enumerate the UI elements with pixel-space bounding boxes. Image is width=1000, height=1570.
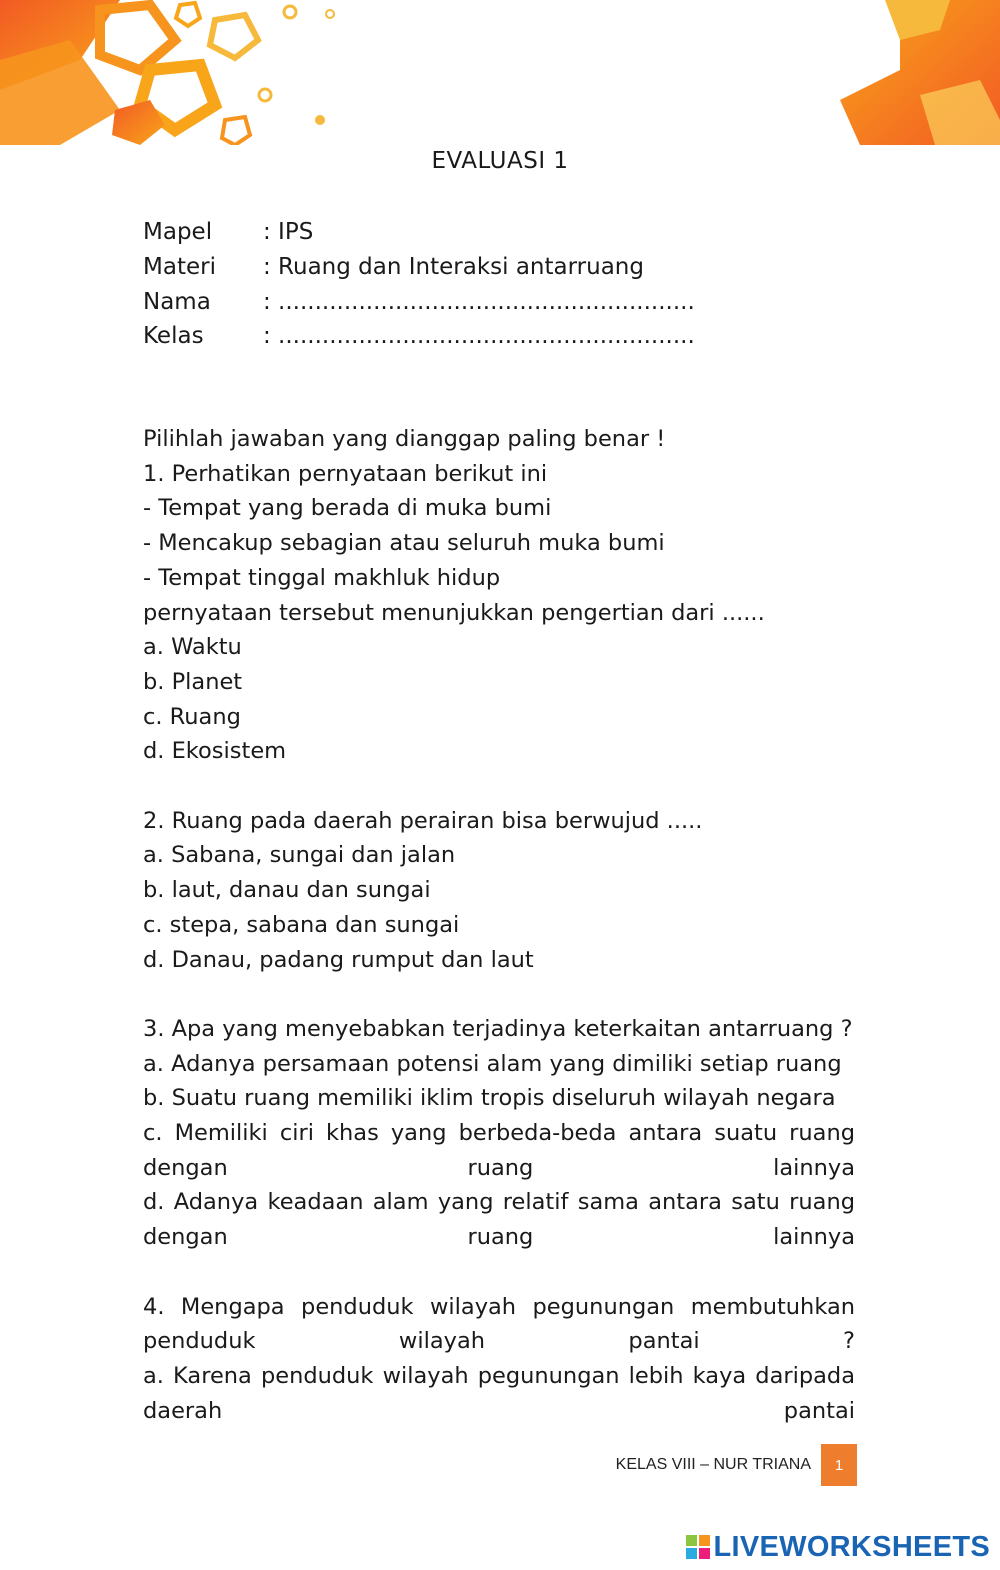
instruction: Pilihlah jawaban yang dianggap paling benar ! — [143, 426, 666, 452]
header-decoration-left — [0, 0, 345, 145]
question-4-stem: 4. Mengapa penduduk wilayah pegunungan membutuhkan penduduk wilayah pantai ? — [143, 1293, 855, 1355]
page-number: 1 — [821, 1444, 857, 1486]
question-1-prompt: pernyataan tersebut menunjukkan pengertian dari ...... — [143, 599, 765, 626]
question-1-option-b[interactable]: b. Planet — [143, 668, 243, 695]
meta-label: Materi — [143, 254, 216, 281]
meta-row-mapel — [143, 215, 695, 250]
header-decoration-right — [840, 0, 1000, 145]
worksheet-title: EVALUASI 1 — [431, 148, 569, 174]
class-blank[interactable]: : ......................................................... — [263, 323, 695, 350]
meta-label: Nama — [143, 288, 211, 315]
question-2-option-c[interactable]: c. stepa, sabana dan sungai — [143, 911, 460, 938]
question-3-stem: 3. Apa yang menyebabkan terjadinya keterkaitan antarruang ? — [143, 1015, 853, 1042]
question-1-option-c[interactable]: c. Ruang — [143, 703, 241, 730]
meta-value: : Ruang dan Interaksi antarruang — [263, 254, 644, 281]
question-3-option-c[interactable]: c. Memiliki ciri khas yang berbeda-beda antara suatu ruang dengan ruang lainnya — [143, 1120, 855, 1181]
question-4-option-a[interactable]: a. Karena penduduk wilayah pegunungan lebih kaya daripada daerah pantai — [143, 1362, 855, 1424]
name-blank[interactable]: : ......................................................... — [263, 288, 695, 315]
meta-label: Kelas — [143, 323, 204, 350]
question-1-bullet: - Tempat yang berada di muka bumi — [143, 495, 552, 522]
meta-row-nama — [143, 284, 695, 319]
footer-text: KELAS VIII – NUR TRIANA — [615, 1456, 811, 1473]
questions — [143, 422, 855, 1428]
question-1-stem: 1. Perhatikan pernyataan berikut ini — [143, 460, 548, 487]
question-3-option-b[interactable]: b. Suatu ruang memiliki iklim tropis diseluruh wilayah negara — [143, 1085, 836, 1112]
question-3-option-a[interactable]: a. Adanya persamaan potensi alam yang dimiliki setiap ruang — [143, 1050, 842, 1077]
meta-label: Mapel — [143, 219, 213, 246]
liveworksheets-logo-icon — [686, 1535, 710, 1559]
question-2-option-d[interactable]: d. Danau, padang rumput dan laut — [143, 946, 534, 973]
question-2-option-b[interactable]: b. laut, danau dan sungai — [143, 877, 431, 904]
question-2-option-a[interactable]: a. Sabana, sungai dan jalan — [143, 842, 456, 869]
brand-name: LIVEWORKSHEETS — [713, 1530, 990, 1563]
liveworksheets-brand[interactable] — [686, 1530, 991, 1564]
student-info — [143, 215, 695, 354]
meta-row-kelas — [143, 319, 695, 354]
page-footer — [560, 1444, 857, 1486]
meta-row-materi — [143, 250, 695, 285]
question-1-option-d[interactable]: d. Ekosistem — [143, 738, 287, 765]
question-1-bullet: - Mencakup sebagian atau seluruh muka bumi — [143, 530, 665, 557]
question-1-bullet: - Tempat tinggal makhluk hidup — [143, 564, 501, 591]
question-2-stem: 2. Ruang pada daerah perairan bisa berwujud ..... — [143, 807, 703, 834]
question-1-option-a[interactable]: a. Waktu — [143, 634, 242, 661]
question-3-option-d[interactable]: d. Adanya keadaan alam yang relatif sama antara satu ruang dengan ruang lainnya — [143, 1189, 855, 1251]
meta-value: : IPS — [263, 219, 314, 246]
